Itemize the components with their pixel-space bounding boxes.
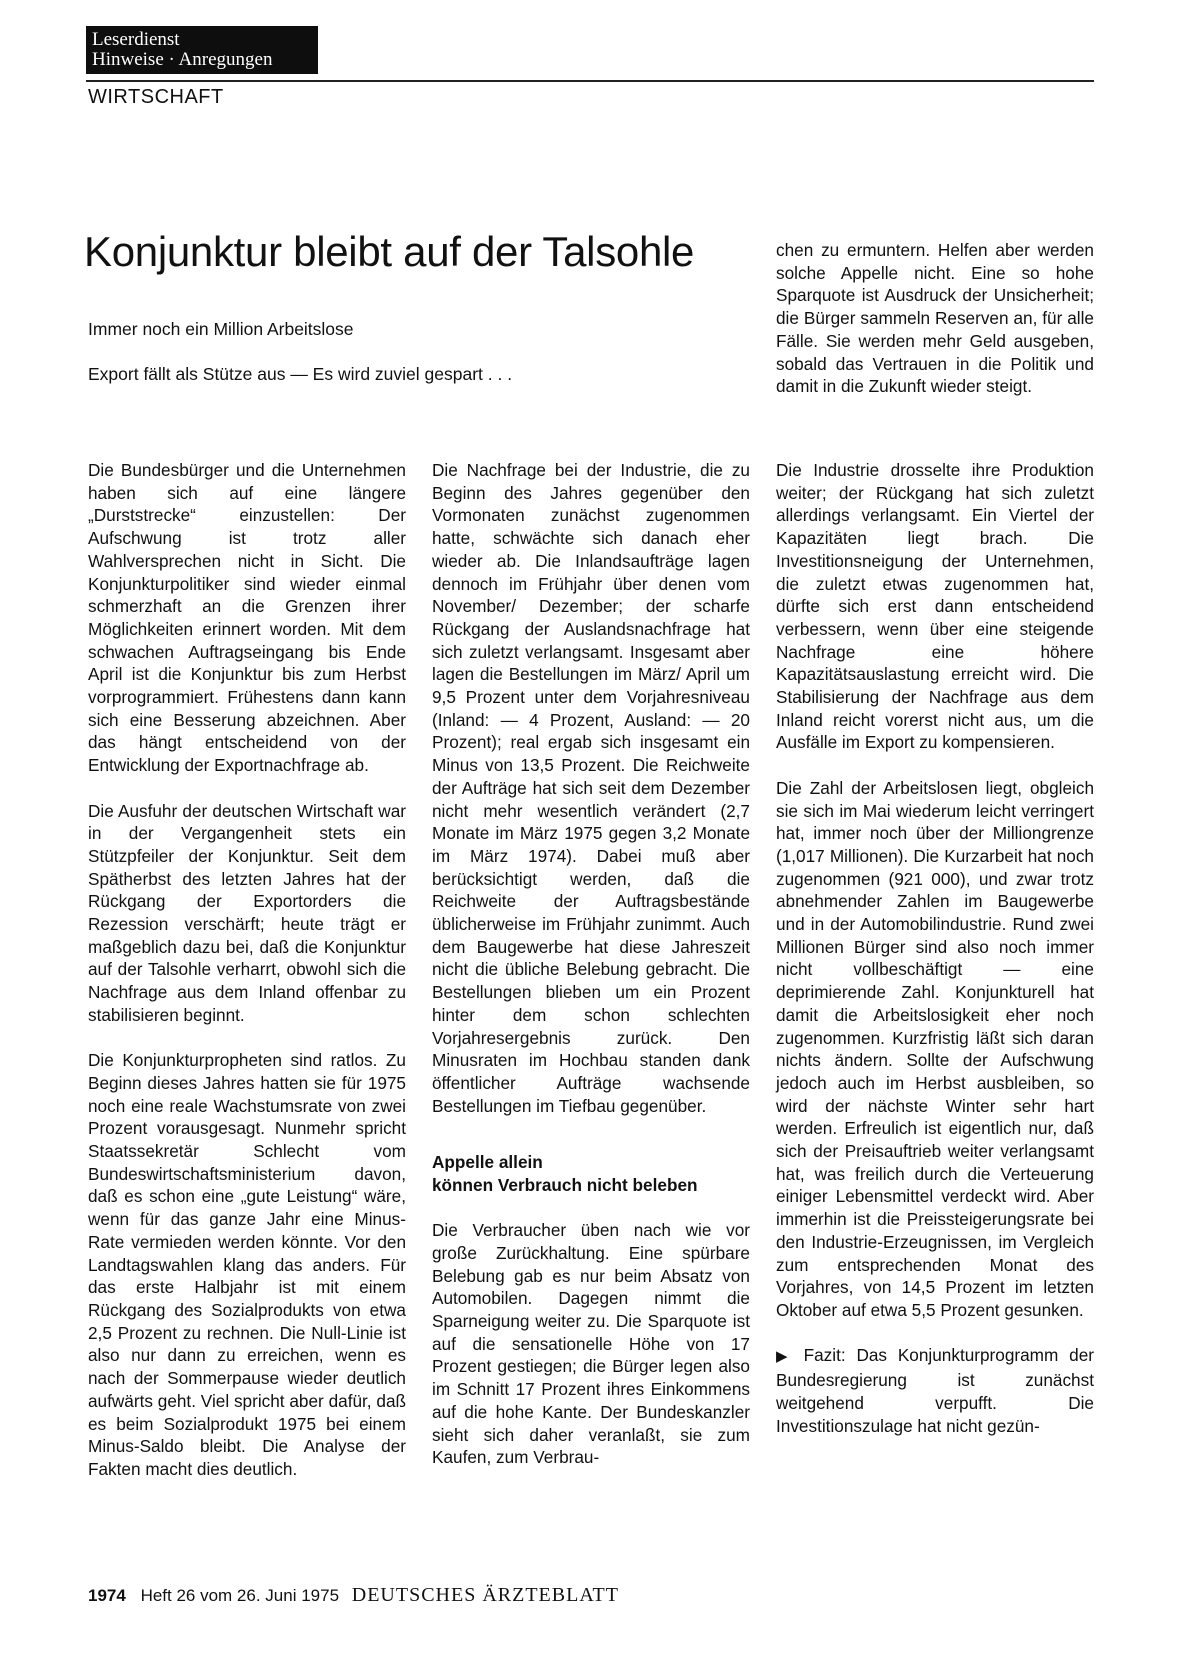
magazine-name: DEUTSCHES ÄRZTEBLATT bbox=[351, 1584, 619, 1606]
leserdienst-label: Leserdienst bbox=[92, 29, 180, 50]
page-number: 1974 bbox=[88, 1586, 126, 1605]
column-3 bbox=[776, 459, 1094, 1437]
paragraph: Die Zahl der Arbeitslosen liegt, obgleich sie sich im Mai wiederum leicht verringert hat, immer noch über der Milliongrenze (1,017 Millionen). Die Kurzarbeit hat noch zugenommen (921 000), und zwar trotz abnehmender Zahlen im Baugewerbe und in der Automobilindustrie. Rund zwei Millionen Bürger sind also noch immer nicht vollbeschäftigt — eine deprimierende Zahl. Konjunkturell hat damit die Arbeitslosigkeit eher noch zugenommen. Kurzfristig läßt sich daran nichts ändern. Sollte der Aufschwung jedoch auch im Herbst ausbleiben, so wird der nächste Winter sehr hart werden. Erfreulich ist eigentlich nur, daß sich der Preisauftrieb weiter verlangsamt hat, was freilich durch die Verteuerung einiger Lebensmittel verdeckt wird. Aber immerhin ist die Preissteigerungsrate bei den Industrie-Erzeugnissen, im Vergleich zum entsprechenden Monat des Vorjahres, von 14,5 Prozent im letzten Oktober auf etwa 5,5 Prozent gesunken. bbox=[776, 777, 1094, 1320]
fazit-paragraph bbox=[776, 1344, 1094, 1437]
paragraph: Die Nachfrage bei der Industrie, die zu Beginn des Jahres gegenüber den Vormonaten zunächst zugenommen hatte, schwächte sich danach eher wieder ab. Die Inlandsaufträge lagen dennoch im Frühjahr über denen vom November/ Dezember; der scharfe Rückgang der Auslandsnachfrage hat sich zuletzt verlangsamt. Insgesamt aber lagen die Bestellungen im März/ April um 9,5 Prozent unter dem Vorjahresniveau (Inland: — 4 Prozent, Ausland: — 20 Prozent); real ergab sich insgesamt ein Minus von 13,5 Prozent. Die Reichweite der Aufträge hat sich seit dem Dezember nicht mehr wesentlich verändert (2,7 Monate im März 1975 gegen 3,2 Monate im März 1974). Dabei muß aber berücksichtigt werden, daß die Reichweite der Auftragsbestände üblicherweise im Frühjahr zunimmt. Auch dem Baugewerbe hat diese Jahreszeit nicht die übliche Belebung gebracht. Die Bestellungen blieben um ein Prozent hinter dem schon schlechten Vorjahresergebnis zurück. Den Minusraten im Hochbau standen dank öffentlicher Aufträge wachsende Bestellungen im Tiefbau gegenüber. bbox=[432, 460, 750, 1116]
article-title: Konjunktur bleibt auf der Talsohle bbox=[84, 228, 695, 275]
issue-info: Heft 26 vom 26. Juni 1975 bbox=[140, 1586, 340, 1605]
paragraph: Die Industrie drosselte ihre Produktion weiter; der Rückgang hat sich zuletzt allerdings verlangsamt. Ein Viertel der Kapazitäten liegt brach. Die Investitionsneigung der Unternehmen, die zuletzt etwas zugenommen hat, dürfte sich erst dann entscheidend verbessern, wenn über eine steigende Nachfrage eine höhere Kapazitätsauslastung erreicht wird. Die Stabilisierung der Nachfrage aus dem Inland reicht vorerst nicht aus, um die Ausfälle im Export zu kompensieren. bbox=[776, 460, 1094, 753]
fazit-text: Fazit: Das Konjunkturprogramm der Bundesregierung ist zunächst weitgehend verpufft. Die Investitionszulage hat nicht gezün- bbox=[776, 1345, 1094, 1436]
triangle-right-icon: ▶ bbox=[776, 1348, 794, 1366]
column-3-top: chen zu ermuntern. Helfen aber werden solche Appelle nicht. Eine so hohe Sparquote ist Ausdruck der Unsicherheit; die Bürger sammeln Reserven an, für alle Fälle. Sie werden mehr Geld ausgeben, sobald das Vertrauen in die Politik und damit in die Zukunft wieder steigt. bbox=[776, 240, 1094, 397]
subheading bbox=[432, 1151, 750, 1196]
subheading-line-2: können Verbrauch nicht beleben bbox=[432, 1174, 698, 1195]
column-2 bbox=[432, 459, 750, 1469]
article-subtitle-2: Export fällt als Stütze aus — Es wird zuviel gespart . . . bbox=[88, 364, 513, 384]
page-footer bbox=[88, 1584, 619, 1607]
spacer bbox=[432, 1140, 750, 1151]
paragraph: Die Verbraucher üben nach wie vor große Zurückhaltung. Eine spürbare Belebung gab es nur beim Absatz von Automobilen. Dagegen nimmt die Sparneigung weiter zu. Die Sparquote ist auf die sensationelle Höhe von 17 Prozent gestiegen; die Bürger legen also im Schnitt 17 Prozent ihres Einkommens auf die hohe Kante. Der Bundeskanzler sieht sich daher veranlaßt, sie zum Kaufen, zum Verbrau- bbox=[432, 1220, 750, 1468]
column-1 bbox=[88, 459, 406, 1481]
paragraph: Die Konjunkturpropheten sind ratlos. Zu Beginn dieses Jahres hatten sie für 1975 noch eine reale Wachstumsrate von zwei Prozent vorausgesagt. Nunmehr spricht Staatssekretär Schlecht vom Bundeswirtschaftsministerium davon, daß es schon eine „gute Leistung“ wäre, wenn für das ganze Jahr eine Minus-Rate vermieden werden könnte. Vor den Landtagswahlen klang das anders. Für das erste Halbjahr ist mit einem Rückgang des Sozialprodukts von etwa 2,5 Prozent zu rechnen. Die Null-Linie ist also nur dann zu erreichen, wenn es nach der Sommerpause wieder deutlich aufwärts geht. Viel spricht aber dafür, daß es beim Sozialprodukt 1975 bei einem Minus-Saldo bleibt. Die Analyse der Fakten macht dies deutlich. bbox=[88, 1050, 406, 1479]
subheading-line-1: Appelle allein bbox=[432, 1152, 543, 1173]
header-rule bbox=[86, 80, 1094, 82]
section-label: WIRTSCHAFT bbox=[88, 86, 224, 108]
hinweise-label: Hinweise · Anregungen bbox=[92, 49, 273, 70]
paragraph: Die Ausfuhr der deutschen Wirtschaft war in der Vergangenheit stets ein Stützpfeiler der Konjunktur. Seit dem Spätherbst des letzten Jahres hat der Rückgang der Exportorders die Rezession verschärft; heute trägt er maßgeblich dazu bei, daß die Konjunktur auf der Talsohle verharrt, obwohl sich die Nachfrage aus dem Inland offenbar zu stabilisieren beginnt. bbox=[88, 800, 406, 1025]
leserdienst-box bbox=[86, 26, 318, 74]
article-subtitle-1: Immer noch ein Million Arbeitslose bbox=[88, 319, 354, 339]
paragraph: Die Bundesbürger und die Unternehmen haben sich auf eine längere „Durststrecke“ einzustellen: Der Aufschwung ist trotz aller Wahlversprechen nicht in Sicht. Die Konjunkturpolitiker sind wieder einmal schmerzhaft an die Grenzen ihrer Möglichkeiten erinnert worden. Mit dem schwachen Auftragseingang bis Ende April ist die Konjunktur bis zum Herbst vorprogrammiert. Frühestens dann kann sich eine Besserung abzeichnen. Aber das hängt entscheidend von der Entwicklung der Exportnachfrage ab. bbox=[88, 460, 406, 776]
